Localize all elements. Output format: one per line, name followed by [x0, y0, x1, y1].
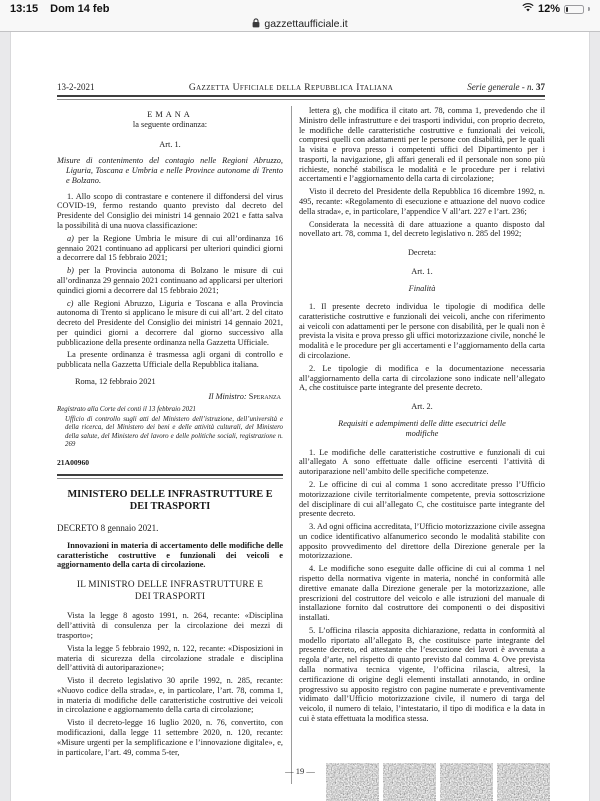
status-bar [0, 0, 600, 17]
minister-heading: IL MINISTRO DELLE INFRASTRUTTURE E DEI TRASPORTI [76, 580, 264, 602]
noise-block [497, 763, 550, 801]
item-text: alle Regioni Abruzzo, Liguria e Toscana e alla Provincia autonoma di Trento si applicano le misure di cui all’art. 2 del citato decreto del Presidente del Consiglio dei ministri 14 gennaio 2021, per quindici giorni a decorrere dal giorno successivo alla pubblicazione della presente ordinanza nella Gazzetta Ufficiale. [57, 298, 283, 347]
column-divider [291, 106, 292, 784]
series-number: 37 [536, 82, 545, 92]
paragraph: La presente ordinanza è trasmessa agli organi di controllo e pubblicata nella Gazzetta Ufficiale della Repubblica italiana. [57, 350, 283, 370]
list-item-b [57, 266, 283, 295]
article-2-heading: Art. 2. [411, 402, 433, 412]
wifi-icon [522, 3, 534, 15]
gazzetta-title: Gazzetta Ufficiale della Repubblica Italiana [188, 83, 394, 93]
right-column [299, 106, 545, 784]
paragraph: 1. Allo scopo di contrastare e contenere il diffondersi del virus COVID-19, fermo restando quanto previsto dal decreto del Presidente del Consiglio dei ministri 14 gennaio 2021 e fatta salva la possibilità di una nuova classificazione: [57, 191, 283, 231]
recital: Considerata la necessità di dare attuazione a quanto disposto dal novellato art. 78, comma 1, del decreto legislativo n. 285 del 1992; [299, 219, 545, 239]
article-1-heading: Art. 1. [411, 266, 433, 276]
paragraph: 1. Le modifiche delle caratteristiche costruttive e funzionali di cui all’allegato A sono effettuate dalle officine esercenti l’attività di autoriparazione nell’ambito delle specifiche competenze. [299, 447, 545, 477]
article-2-title: Requisiti e adempimenti delle ditte esecutrici delle modifiche [338, 418, 506, 439]
page-footer [11, 756, 589, 801]
list-item-c [57, 299, 283, 348]
series-label [433, 82, 545, 92]
ordinance-summary: Misure di contenimento del contagio nelle Regioni Abruzzo, Liguria, Toscana e Umbria e nelle Province autonome di Trento e Bolzano. [57, 156, 283, 185]
court-registration: Registrato alla Corte dei conti il 13 febbraio 2021 [57, 405, 196, 413]
recital: lettera g), che modifica il citato art. 78, comma 1, prevedendo che il Ministro delle infrastrutture e dei trasporti individui, con proprio decreto, le modifiche delle caratteristiche costruttive e funzionali dei veicoli, compresi quelli con adattamenti per le persone con disabilità, per le quali la visita e prova presso i competenti uffici del Dipartimento per i trasporti, la navigazione, gli affari generali ed il personale non sono più richieste, nonché stabilisca le modalità e le procedure per i relativi accertamenti e l’aggiornamento della carta di circolazione; [299, 106, 545, 184]
status-left [10, 3, 109, 15]
left-column [57, 106, 283, 784]
recital: Visto il decreto-legge 16 luglio 2020, n. 76, convertito, con modificazioni, dalla legge 11 settembre 2020, n. 120, recante: «Misure urgenti per la semplificazione e l’innovazione digitale», e, in particolare, l’art. 49, comma 5-ter, [57, 718, 283, 757]
recital: Visto il decreto del Presidente della Repubblica 16 dicembre 1992, n. 495, recante: «Regolamento di esecuzione e attuazione del nuovo codice della strada», e, in particolare, l’appendice V all’art. 227 e l’art. 236; [299, 187, 545, 216]
paragraph: 4. Le modifiche sono eseguite dalle officine di cui al comma 1 nel rispetto della normativa vigente in materia, nonché in conformità alle direttive emanate dalla Direzione generale per la motorizzazione, alle prescrizioni del costruttore del veicolo e alle istruzioni del manuale di installazione fornito dal costruttore dei componenti o dei dispositivi installati. [299, 564, 545, 623]
scrambled-code-blocks [326, 763, 550, 801]
item-text: per la Provincia autonoma di Bolzano le misure di cui all’ordinanza 29 gennaio 2021 continuano ad applicarsi per ulteriori quindici giorni a decorrere dal 15 febbraio 2021; [57, 266, 283, 295]
minister-label: Il Ministro: [208, 391, 247, 401]
recital: Visto il decreto legislativo 30 aprile 1992, n. 285, recante: «Nuovo codice della strada», e, in particolare, l’art. 78, comma 1, in materia di modifiche delle caratteristiche costruttive dei veicoli in circolazione e aggiornamento della carta di circolazione; [57, 676, 283, 715]
item-marker: b) [67, 266, 74, 276]
browser-viewport [0, 32, 600, 801]
clock: 13:15 [10, 3, 39, 15]
paragraph: 5. L’officina rilascia apposita dichiarazione, redatta in conformità al modello riportato all’allegato B, che costituisce parte integrante del presente decreto, ed attestante che l’esecuzione dei lavori è avvenuta a regola d’arte, nel rispetto di quanto previsto dal comma 4. Ove prevista dalla normativa tecnica vigente, l’officina rilascia, altresì, la certificazione di origine degli elementi installati annotando, in ordine progressivo su apposito registro con pagine numerate e preventivamente vidimato dall’Ufficio motorizzazione civile, il numero di targa del veicolo, il numero di telaio, l’intestatario, il tipo di modifica e la data in cui è stata effettuata la modifica stessa. [299, 625, 545, 723]
item-marker: a) [67, 233, 74, 243]
url-text: gazzettaufficiale.it [264, 18, 348, 30]
paragraph: 3. Ad ogni officina accreditata, l’Ufficio motorizzazione civile assegna un codice identificativo alfanumerico secondo le modalità stabilite con apposito provvedimento del direttore della Direzione generale per la motorizzazione. [299, 522, 545, 561]
page-number: — 19 — [285, 766, 315, 776]
paragraph: 1. Il presente decreto individua le tipologie di modifica delle caratteristiche costruttive e funzionali dei veicoli, anche con riferimento ai veicoli con adattamenti per le persone con disabilità, per le quali non è prevista la visita e prova presso gli uffici motorizzazione civile, nonché le modalità e le procedure per gli accertamenti e l’aggiornamento della carta di circolazione. [299, 302, 545, 360]
recital: Vista la legge 5 febbraio 1992, n. 122, recante: «Disposizioni in materia di sicurezza della circolazione stradale e disciplina dell’attività di autoriparazione»; [57, 643, 283, 673]
place-date-line: Roma, 12 febbraio 2021 [75, 376, 156, 386]
item-marker: c) [67, 298, 74, 308]
minister-name: Speranza [248, 391, 281, 401]
status-right [522, 3, 590, 15]
emana-heading: EMANA [147, 110, 193, 119]
decree-summary: Innovazioni in materia di accertamento delle modifiche delle caratteristiche costruttive e funzionali dei veicoli e aggiornamento della carta di circolazione. [57, 540, 283, 570]
item-text: per la Regione Umbria le misure di cui all’ordinanza 16 gennaio 2021 continuano ad applicarsi per ulteriori quindici giorni a decorrere dal 15 febbraio 2021; [57, 233, 283, 263]
minister-signature [59, 392, 281, 402]
paragraph: 2. Le officine di cui al comma 1 sono accreditate presso l’Ufficio motorizzazione civile territorialmente competente, previa sottoscrizione del disciplinare di cui all’allegato C, che costituisce parte integrante del presente decreto. [299, 479, 545, 519]
issue-date: 13-2-2021 [57, 82, 95, 92]
decreta-heading: Decreta: [407, 248, 437, 258]
registration-office: Ufficio di controllo sugli atti del Ministero dell’istruzione, dell’università e della ricerca, del Ministero dei beni e delle attività culturali, del Ministero della salute, del Ministero del lavoro e delle politiche sociali, registrazione n. 269 [65, 415, 283, 449]
noise-block [440, 763, 493, 801]
header-rule [57, 95, 545, 100]
noise-block [326, 763, 379, 801]
article-1-title: Finalità [408, 283, 436, 293]
section-divider-rule [57, 474, 283, 479]
browser-address-bar[interactable] [0, 17, 600, 32]
emana-subline: la seguente ordinanza: [132, 119, 208, 129]
status-date: Dom 14 feb [50, 3, 110, 15]
article-1-heading: Art. 1. [159, 139, 181, 149]
list-item-a [57, 234, 283, 263]
ministry-heading: MINISTERO DELLE INFRASTRUTTURE E DEI TRASPORTI [67, 488, 273, 512]
battery-icon [564, 5, 584, 14]
battery-tip [588, 7, 590, 11]
battery-percent: 12% [537, 3, 560, 15]
paragraph: 2. Le tipologie di modifica e la documentazione necessaria all’aggiornamento della carta di circolazione sono indicate nell’allegato A, che costituisce parte integrante del presente decreto. [299, 363, 545, 393]
decree-date-line: DECRETO 8 gennaio 2021. [57, 523, 159, 534]
gazzetta-running-header [57, 82, 545, 93]
act-code: 21A00960 [57, 457, 90, 467]
noise-block [383, 763, 436, 801]
gazzetta-page [10, 32, 590, 801]
lock-icon [252, 18, 260, 31]
series-text: Serie generale - n. [467, 82, 536, 92]
recital: Vista la legge 8 agosto 1991, n. 264, recante: «Disciplina dell’attività di consulenza per la circolazione dei mezzi di trasporto»; [57, 611, 283, 641]
two-column-text [57, 106, 545, 784]
